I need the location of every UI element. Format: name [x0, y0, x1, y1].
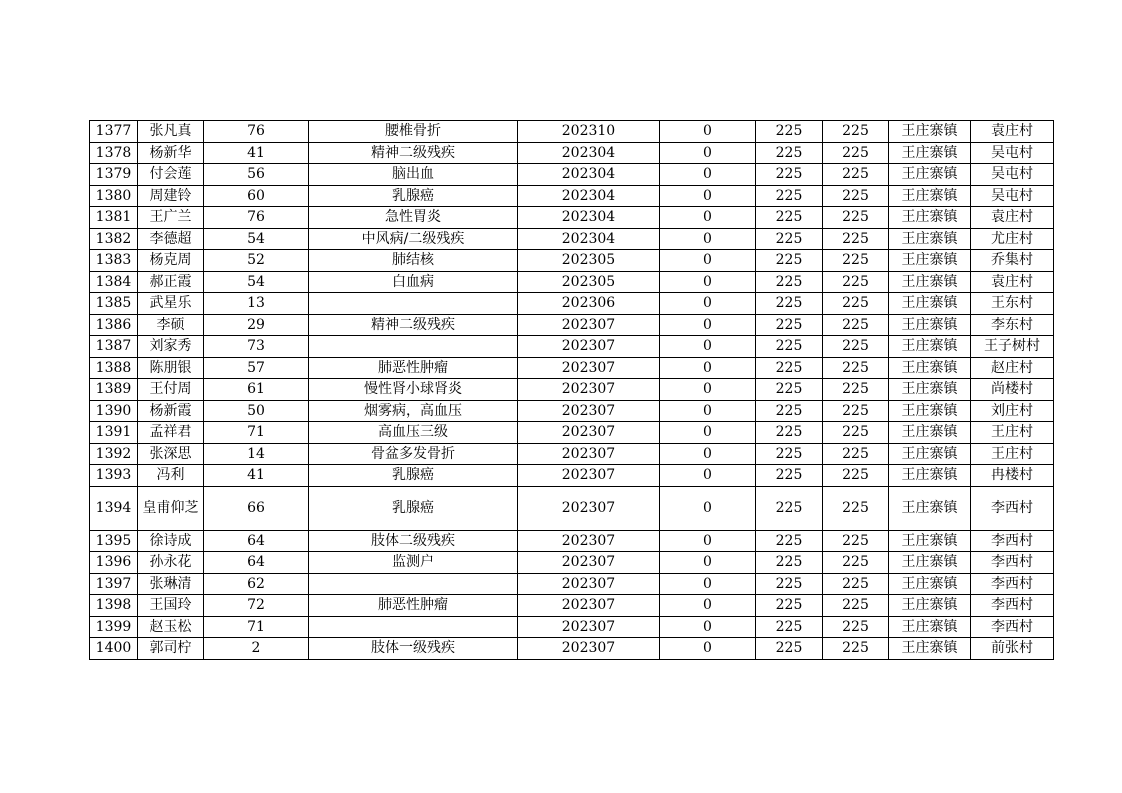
name-cell: 杨新华	[138, 142, 204, 164]
village-cell: 尚楼村	[971, 379, 1054, 401]
row-number-cell: 1387	[90, 336, 138, 358]
name-cell: 郝正霞	[138, 271, 204, 293]
amount-c-cell: 225	[823, 228, 889, 250]
amount-a-cell: 0	[660, 400, 756, 422]
table-row	[90, 530, 1054, 552]
village-cell: 李西村	[971, 530, 1054, 552]
village-cell: 李东村	[971, 314, 1054, 336]
table-row	[90, 250, 1054, 272]
town-cell: 王庄寨镇	[889, 530, 971, 552]
amount-a-cell: 0	[660, 443, 756, 465]
date-cell: 202304	[518, 142, 660, 164]
amount-c-cell: 225	[823, 207, 889, 229]
diagnosis-cell: 乳腺癌	[309, 465, 518, 487]
amount-a-cell: 0	[660, 638, 756, 660]
amount-b-cell: 225	[756, 573, 823, 595]
name-cell: 王广兰	[138, 207, 204, 229]
amount-c-cell: 225	[823, 443, 889, 465]
diagnosis-cell: 精神二级残疾	[309, 314, 518, 336]
date-cell: 202307	[518, 443, 660, 465]
amount-b-cell: 225	[756, 207, 823, 229]
table-row	[90, 552, 1054, 574]
table-row	[90, 638, 1054, 660]
table-row	[90, 121, 1054, 143]
diagnosis-cell: 肺恶性肿瘤	[309, 595, 518, 617]
row-number-cell: 1379	[90, 164, 138, 186]
amount-b-cell: 225	[756, 443, 823, 465]
table-row	[90, 314, 1054, 336]
date-cell: 202307	[518, 616, 660, 638]
amount-a-cell: 0	[660, 314, 756, 336]
diagnosis-cell: 脑出血	[309, 164, 518, 186]
age-cell: 54	[204, 271, 309, 293]
date-cell: 202305	[518, 271, 660, 293]
amount-c-cell: 225	[823, 142, 889, 164]
amount-b-cell: 225	[756, 293, 823, 315]
row-number-cell: 1399	[90, 616, 138, 638]
amount-c-cell: 225	[823, 379, 889, 401]
village-cell: 冉楼村	[971, 465, 1054, 487]
village-cell: 赵庄村	[971, 357, 1054, 379]
date-cell: 202304	[518, 185, 660, 207]
amount-a-cell: 0	[660, 573, 756, 595]
amount-b-cell: 225	[756, 142, 823, 164]
amount-b-cell: 225	[756, 357, 823, 379]
amount-b-cell: 225	[756, 164, 823, 186]
name-cell: 陈朋银	[138, 357, 204, 379]
age-cell: 71	[204, 616, 309, 638]
amount-c-cell: 225	[823, 486, 889, 530]
town-cell: 王庄寨镇	[889, 142, 971, 164]
amount-a-cell: 0	[660, 164, 756, 186]
date-cell: 202307	[518, 552, 660, 574]
row-number-cell: 1398	[90, 595, 138, 617]
row-number-cell: 1381	[90, 207, 138, 229]
amount-a-cell: 0	[660, 121, 756, 143]
amount-c-cell: 225	[823, 271, 889, 293]
name-cell: 付会莲	[138, 164, 204, 186]
amount-c-cell: 225	[823, 595, 889, 617]
village-cell: 吴屯村	[971, 164, 1054, 186]
row-number-cell: 1390	[90, 400, 138, 422]
table-row	[90, 207, 1054, 229]
amount-c-cell: 225	[823, 121, 889, 143]
name-cell: 王国玲	[138, 595, 204, 617]
age-cell: 72	[204, 595, 309, 617]
amount-b-cell: 225	[756, 250, 823, 272]
village-cell: 吴屯村	[971, 142, 1054, 164]
date-cell: 202307	[518, 400, 660, 422]
amount-a-cell: 0	[660, 228, 756, 250]
diagnosis-cell: 中风病/二级残疾	[309, 228, 518, 250]
amount-a-cell: 0	[660, 379, 756, 401]
amount-c-cell: 225	[823, 573, 889, 595]
age-cell: 60	[204, 185, 309, 207]
name-cell: 赵玉松	[138, 616, 204, 638]
age-cell: 57	[204, 357, 309, 379]
amount-b-cell: 225	[756, 552, 823, 574]
name-cell: 周建铃	[138, 185, 204, 207]
date-cell: 202307	[518, 422, 660, 444]
table-row	[90, 228, 1054, 250]
amount-b-cell: 225	[756, 271, 823, 293]
diagnosis-cell	[309, 293, 518, 315]
row-number-cell: 1383	[90, 250, 138, 272]
amount-c-cell: 225	[823, 638, 889, 660]
town-cell: 王庄寨镇	[889, 400, 971, 422]
diagnosis-cell: 乳腺癌	[309, 486, 518, 530]
amount-b-cell: 225	[756, 121, 823, 143]
diagnosis-cell: 乳腺癌	[309, 185, 518, 207]
amount-b-cell: 225	[756, 530, 823, 552]
diagnosis-cell: 急性胃炎	[309, 207, 518, 229]
amount-a-cell: 0	[660, 616, 756, 638]
date-cell: 202307	[518, 465, 660, 487]
row-number-cell: 1389	[90, 379, 138, 401]
date-cell: 202307	[518, 486, 660, 530]
village-cell: 李西村	[971, 616, 1054, 638]
age-cell: 50	[204, 400, 309, 422]
amount-c-cell: 225	[823, 164, 889, 186]
amount-c-cell: 225	[823, 552, 889, 574]
age-cell: 73	[204, 336, 309, 358]
table-row	[90, 164, 1054, 186]
amount-c-cell: 225	[823, 250, 889, 272]
amount-a-cell: 0	[660, 552, 756, 574]
row-number-cell: 1380	[90, 185, 138, 207]
diagnosis-cell: 高血压三级	[309, 422, 518, 444]
name-cell: 武星乐	[138, 293, 204, 315]
amount-c-cell: 225	[823, 336, 889, 358]
town-cell: 王庄寨镇	[889, 250, 971, 272]
age-cell: 71	[204, 422, 309, 444]
town-cell: 王庄寨镇	[889, 443, 971, 465]
town-cell: 王庄寨镇	[889, 228, 971, 250]
row-number-cell: 1385	[90, 293, 138, 315]
age-cell: 13	[204, 293, 309, 315]
diagnosis-cell: 白血病	[309, 271, 518, 293]
row-number-cell: 1392	[90, 443, 138, 465]
town-cell: 王庄寨镇	[889, 379, 971, 401]
amount-b-cell: 225	[756, 595, 823, 617]
amount-c-cell: 225	[823, 400, 889, 422]
age-cell: 2	[204, 638, 309, 660]
diagnosis-cell: 慢性肾小球肾炎	[309, 379, 518, 401]
row-number-cell: 1393	[90, 465, 138, 487]
row-number-cell: 1400	[90, 638, 138, 660]
row-number-cell: 1388	[90, 357, 138, 379]
name-cell: 张凡真	[138, 121, 204, 143]
name-cell: 郭司柠	[138, 638, 204, 660]
row-number-cell: 1391	[90, 422, 138, 444]
amount-a-cell: 0	[660, 185, 756, 207]
age-cell: 66	[204, 486, 309, 530]
row-number-cell: 1395	[90, 530, 138, 552]
age-cell: 41	[204, 465, 309, 487]
village-cell: 袁庄村	[971, 121, 1054, 143]
town-cell: 王庄寨镇	[889, 121, 971, 143]
table-row	[90, 400, 1054, 422]
table-row	[90, 336, 1054, 358]
town-cell: 王庄寨镇	[889, 164, 971, 186]
diagnosis-cell	[309, 336, 518, 358]
table-row	[90, 486, 1054, 530]
date-cell: 202307	[518, 638, 660, 660]
table-row	[90, 422, 1054, 444]
village-cell: 袁庄村	[971, 207, 1054, 229]
town-cell: 王庄寨镇	[889, 185, 971, 207]
village-cell: 乔集村	[971, 250, 1054, 272]
town-cell: 王庄寨镇	[889, 465, 971, 487]
age-cell: 64	[204, 530, 309, 552]
town-cell: 王庄寨镇	[889, 271, 971, 293]
amount-a-cell: 0	[660, 465, 756, 487]
amount-c-cell: 225	[823, 293, 889, 315]
date-cell: 202307	[518, 379, 660, 401]
amount-c-cell: 225	[823, 314, 889, 336]
name-cell: 杨新霞	[138, 400, 204, 422]
date-cell: 202307	[518, 573, 660, 595]
age-cell: 52	[204, 250, 309, 272]
town-cell: 王庄寨镇	[889, 293, 971, 315]
date-cell: 202304	[518, 207, 660, 229]
date-cell: 202307	[518, 314, 660, 336]
name-cell: 皇甫仰芝	[138, 486, 204, 530]
age-cell: 29	[204, 314, 309, 336]
row-number-cell: 1396	[90, 552, 138, 574]
amount-c-cell: 225	[823, 465, 889, 487]
date-cell: 202304	[518, 164, 660, 186]
diagnosis-cell: 监测户	[309, 552, 518, 574]
village-cell: 王东村	[971, 293, 1054, 315]
amount-a-cell: 0	[660, 336, 756, 358]
amount-a-cell: 0	[660, 595, 756, 617]
amount-a-cell: 0	[660, 293, 756, 315]
name-cell: 李硕	[138, 314, 204, 336]
amount-b-cell: 225	[756, 638, 823, 660]
table-row	[90, 616, 1054, 638]
name-cell: 李德超	[138, 228, 204, 250]
name-cell: 孙永花	[138, 552, 204, 574]
diagnosis-cell: 腰椎骨折	[309, 121, 518, 143]
amount-a-cell: 0	[660, 486, 756, 530]
name-cell: 张琳清	[138, 573, 204, 595]
village-cell: 吴屯村	[971, 185, 1054, 207]
date-cell: 202305	[518, 250, 660, 272]
amount-a-cell: 0	[660, 530, 756, 552]
town-cell: 王庄寨镇	[889, 616, 971, 638]
diagnosis-cell: 肺结核	[309, 250, 518, 272]
date-cell: 202307	[518, 357, 660, 379]
amount-b-cell: 225	[756, 400, 823, 422]
table-row	[90, 443, 1054, 465]
amount-c-cell: 225	[823, 185, 889, 207]
village-cell: 王庄村	[971, 422, 1054, 444]
village-cell: 袁庄村	[971, 271, 1054, 293]
row-number-cell: 1386	[90, 314, 138, 336]
village-cell: 李西村	[971, 595, 1054, 617]
amount-a-cell: 0	[660, 250, 756, 272]
amount-c-cell: 225	[823, 530, 889, 552]
age-cell: 76	[204, 121, 309, 143]
table-row	[90, 573, 1054, 595]
amount-b-cell: 225	[756, 486, 823, 530]
row-number-cell: 1384	[90, 271, 138, 293]
age-cell: 61	[204, 379, 309, 401]
row-number-cell: 1397	[90, 573, 138, 595]
town-cell: 王庄寨镇	[889, 486, 971, 530]
name-cell: 杨克周	[138, 250, 204, 272]
age-cell: 76	[204, 207, 309, 229]
age-cell: 56	[204, 164, 309, 186]
diagnosis-cell: 肢体二级残疾	[309, 530, 518, 552]
age-cell: 14	[204, 443, 309, 465]
row-number-cell: 1394	[90, 486, 138, 530]
diagnosis-cell	[309, 616, 518, 638]
village-cell: 李西村	[971, 486, 1054, 530]
name-cell: 孟祥君	[138, 422, 204, 444]
table-row	[90, 142, 1054, 164]
table-row	[90, 465, 1054, 487]
town-cell: 王庄寨镇	[889, 422, 971, 444]
table-row	[90, 271, 1054, 293]
age-cell: 41	[204, 142, 309, 164]
town-cell: 王庄寨镇	[889, 573, 971, 595]
row-number-cell: 1382	[90, 228, 138, 250]
table-row	[90, 379, 1054, 401]
amount-c-cell: 225	[823, 422, 889, 444]
amount-b-cell: 225	[756, 465, 823, 487]
amount-b-cell: 225	[756, 185, 823, 207]
amount-a-cell: 0	[660, 271, 756, 293]
diagnosis-cell: 精神二级残疾	[309, 142, 518, 164]
village-cell: 李西村	[971, 552, 1054, 574]
town-cell: 王庄寨镇	[889, 638, 971, 660]
date-cell: 202307	[518, 530, 660, 552]
diagnosis-cell: 肺恶性肿瘤	[309, 357, 518, 379]
table-row	[90, 293, 1054, 315]
amount-b-cell: 225	[756, 379, 823, 401]
amount-a-cell: 0	[660, 207, 756, 229]
diagnosis-cell: 烟雾病，高血压	[309, 400, 518, 422]
diagnosis-cell	[309, 573, 518, 595]
town-cell: 王庄寨镇	[889, 207, 971, 229]
table-row	[90, 185, 1054, 207]
village-cell: 王庄村	[971, 443, 1054, 465]
diagnosis-cell: 骨盆多发骨折	[309, 443, 518, 465]
amount-b-cell: 225	[756, 616, 823, 638]
village-cell: 李西村	[971, 573, 1054, 595]
table-row	[90, 595, 1054, 617]
date-cell: 202306	[518, 293, 660, 315]
records-table-body	[90, 121, 1054, 660]
age-cell: 62	[204, 573, 309, 595]
village-cell: 尤庄村	[971, 228, 1054, 250]
amount-a-cell: 0	[660, 142, 756, 164]
village-cell: 刘庄村	[971, 400, 1054, 422]
name-cell: 徐诗成	[138, 530, 204, 552]
amount-a-cell: 0	[660, 422, 756, 444]
amount-b-cell: 225	[756, 422, 823, 444]
age-cell: 64	[204, 552, 309, 574]
date-cell: 202310	[518, 121, 660, 143]
amount-b-cell: 225	[756, 336, 823, 358]
date-cell: 202304	[518, 228, 660, 250]
row-number-cell: 1377	[90, 121, 138, 143]
date-cell: 202307	[518, 595, 660, 617]
row-number-cell: 1378	[90, 142, 138, 164]
records-table	[89, 120, 1054, 660]
age-cell: 54	[204, 228, 309, 250]
table-row	[90, 357, 1054, 379]
town-cell: 王庄寨镇	[889, 552, 971, 574]
name-cell: 张深思	[138, 443, 204, 465]
village-cell: 王子树村	[971, 336, 1054, 358]
town-cell: 王庄寨镇	[889, 314, 971, 336]
date-cell: 202307	[518, 336, 660, 358]
name-cell: 刘家秀	[138, 336, 204, 358]
town-cell: 王庄寨镇	[889, 336, 971, 358]
amount-b-cell: 225	[756, 228, 823, 250]
amount-c-cell: 225	[823, 616, 889, 638]
town-cell: 王庄寨镇	[889, 595, 971, 617]
amount-c-cell: 225	[823, 357, 889, 379]
diagnosis-cell: 肢体一级残疾	[309, 638, 518, 660]
village-cell: 前张村	[971, 638, 1054, 660]
name-cell: 王付周	[138, 379, 204, 401]
name-cell: 冯利	[138, 465, 204, 487]
amount-b-cell: 225	[756, 314, 823, 336]
amount-a-cell: 0	[660, 357, 756, 379]
town-cell: 王庄寨镇	[889, 357, 971, 379]
